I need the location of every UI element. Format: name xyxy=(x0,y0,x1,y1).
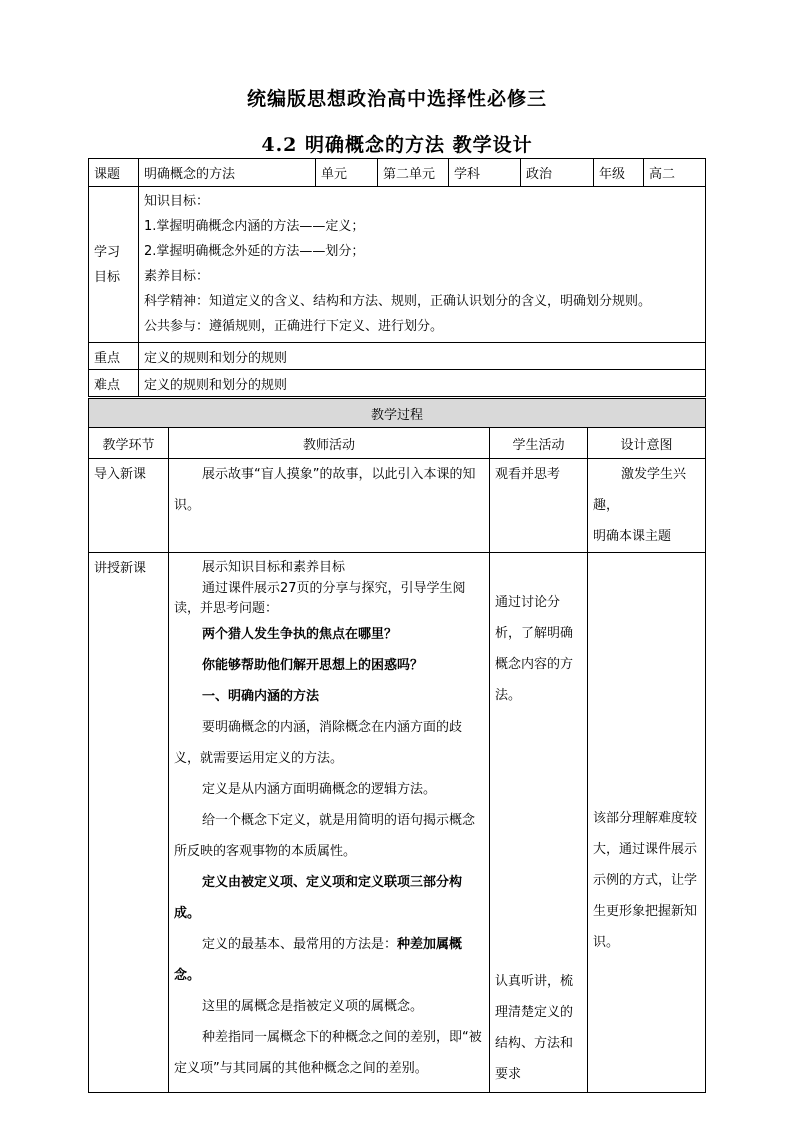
subject-value: 政治 xyxy=(521,159,594,187)
goals-content xyxy=(139,187,706,343)
teach-stage: 讲授新课 xyxy=(89,553,169,1093)
teaching-process-table xyxy=(88,398,706,1093)
goal-line: 知识目标： xyxy=(144,194,210,209)
goal-line: 公共参与：遵循规则，正确进行下定义、进行划分。 xyxy=(144,319,444,334)
goal-line: 2.掌握明确概念外延的方法——划分； xyxy=(144,244,365,259)
lesson-info-table xyxy=(88,158,706,397)
teacher-para: 定义是从内涵方面明确概念的逻辑方法。 xyxy=(202,782,437,797)
key-point-label: 重点 xyxy=(89,343,139,370)
teacher-para: 定义由被定义项、定义项和定义联项三部分构成。 xyxy=(174,875,463,921)
teacher-para: 要明确概念的内涵，消除概念在内涵方面的歧义，就需要运用定义的方法。 xyxy=(174,720,463,766)
teacher-para: 种差指同一属概念下的种概念之间的差别，即“被定义项”与其同属的其他种概念之间的差别。 xyxy=(174,1030,482,1076)
header-teacher: 教师活动 xyxy=(169,428,490,459)
intro-intent: 激发学生兴趣， 明确本课主题 xyxy=(588,459,706,553)
document-title: 统编版思想政治高中选择性必修三 xyxy=(246,88,547,110)
teach-teacher xyxy=(169,553,490,1093)
topic-label: 课题 xyxy=(89,159,139,187)
teacher-para: 通过课件展示27页的分享与探究，引导学生阅读，并思考问题： xyxy=(174,581,466,616)
teacher-question: 两个猎人发生争执的焦点在哪里？ xyxy=(202,627,398,642)
teacher-para: 这里的属概念是指被定义项的属概念。 xyxy=(202,999,424,1014)
teacher-para: 展示知识目标和素养目标 xyxy=(202,560,346,575)
goals-label: 学习 目标 xyxy=(89,187,139,343)
unit-label: 单元 xyxy=(316,159,378,187)
subject-label: 学科 xyxy=(449,159,521,187)
grade-label: 年级 xyxy=(594,159,644,187)
teach-student xyxy=(490,553,588,1093)
header-stage: 教学环节 xyxy=(89,428,169,459)
intro-stage: 导入新课 xyxy=(89,459,169,553)
goal-line: 科学精神：知道定义的含义、结构和方法、规则，正确认识划分的含义，明确划分规则。 xyxy=(144,294,652,309)
teacher-para: 定义的最基本、最常用的方法是：种差加属概念。 xyxy=(174,937,463,983)
goal-line: 1.掌握明确概念内涵的方法——定义； xyxy=(144,219,365,234)
header-student: 学生活动 xyxy=(490,428,588,459)
key-point-value: 定义的规则和划分的规则 xyxy=(139,343,706,370)
student-activity-2: 认真听讲，梳理清楚定义的结构、方法和要求 xyxy=(495,974,574,1082)
teacher-para: 给一个概念下定义，就是用简明的语句揭示概念所反映的客观事物的本质属性。 xyxy=(174,813,476,859)
lesson-title: 4.2 明确概念的方法 教学设计 xyxy=(261,134,533,156)
difficult-point-value: 定义的规则和划分的规则 xyxy=(139,370,706,397)
header-intent: 设计意图 xyxy=(588,428,706,459)
topic-value: 明确概念的方法 xyxy=(139,159,316,187)
goal-line: 素养目标： xyxy=(144,269,210,284)
section-heading: 一、明确内涵的方法 xyxy=(202,689,320,704)
intro-student: 观看并思考 xyxy=(490,459,588,553)
process-title: 教学过程 xyxy=(89,399,706,428)
difficult-point-label: 难点 xyxy=(89,370,139,397)
unit-value: 第二单元 xyxy=(378,159,449,187)
intro-teacher: 展示故事“盲人摸象”的故事，以此引入本课的知识。 xyxy=(169,459,490,553)
student-activity-1: 通过讨论分析，了解明确概念内容的方法。 xyxy=(495,595,574,703)
grade-value: 高二 xyxy=(644,159,706,187)
teacher-question: 你能够帮助他们解开思想上的困惑吗？ xyxy=(202,658,424,673)
teach-intent: 该部分理解难度较大，通过课件展示示例的方式，让学生更形象把握新知识。 xyxy=(588,553,706,1093)
